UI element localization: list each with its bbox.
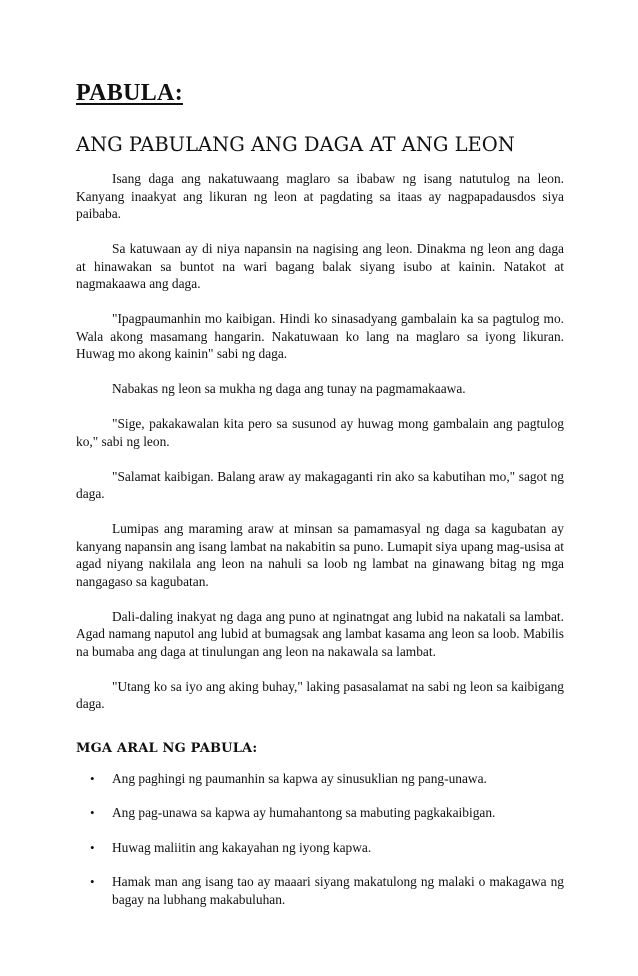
document-page — [76, 80, 564, 925]
lesson-item — [76, 873, 564, 908]
lesson-item — [76, 804, 564, 822]
story-paragraph: "Utang ko sa iyo ang aking buhay," laking pasasalamat na sabi ng leon sa kaibigang daga. — [76, 678, 564, 711]
story-paragraph: Isang daga ang nakatuwaang maglaro sa ibabaw ng isang natutulog na leon. Kanyang inaakyat ang likuran ng leon at pagdating sa itaas ay nagpapadausdos siya paibaba. — [76, 171, 564, 221]
lessons-heading: MGA ARAL NG PABULA: — [76, 740, 258, 756]
story-body — [76, 170, 564, 713]
story-paragraph: Lumipas ang maraming araw at minsan sa pamamasyal ng daga sa kagubatan ay kanyang napansin ang isang lambat na nakabitin sa puno. Lumapit siya upang mag-usisa at agad niyang nakilala ang leon na nahuli sa loob ng lambat na ginawang bitag ng mga nangagaso sa kagubatan. — [76, 521, 564, 589]
document-label: PABULA: — [76, 80, 183, 106]
story-title: ANG PABULANG ANG DAGA AT ANG LEON — [76, 133, 515, 156]
story-paragraph: Sa katuwaan ay di niya napansin na nagising ang leon. Dinakma ng leon ang daga at hinawakan sa buntot na wari bagang balak siyang isubo at kainin. Natakot at nagmakaawa ang daga. — [76, 241, 564, 291]
bullet-icon: • — [90, 874, 95, 889]
bullet-icon: • — [90, 839, 95, 855]
lesson-text: Ang pag-unawa sa kapwa ay humahantong sa mabuting pagkakaibigan. — [112, 805, 496, 820]
lesson-text: Hamak man ang isang tao ay maaari siyang makatulong ng malaki o makagawa ng bagay na lubhang makabuluhan. — [112, 874, 564, 907]
story-paragraph: Nabakas ng leon sa mukha ng daga ang tunay na pagmamakaawa. — [112, 381, 466, 396]
bullet-icon: • — [90, 770, 95, 786]
story-paragraph: Dali-daling inakyat ng daga ang puno at nginatngat ang lubid na nakatali sa lambat. Agad namang naputol ang lubid at bumagsak ang lambat kasama ang leon sa loob. Mabilis na bumaba ang daga at tinulungan ang leon na nakawala sa lambat. — [76, 608, 564, 659]
lesson-text: Huwag maliitin ang kakayahan ng iyong kapwa. — [112, 839, 372, 855]
lessons-list — [76, 770, 564, 909]
story-paragraph: "Salamat kaibigan. Balang araw ay makagaganti rin ako sa kabutihan mo," sagot ng daga. — [76, 468, 564, 501]
bullet-icon: • — [90, 805, 95, 820]
lesson-text: Ang paghingi ng paumanhin sa kapwa ay sinusuklian ng pang-unawa. — [112, 770, 487, 786]
story-paragraph: "Ipagpaumanhin mo kaibigan. Hindi ko sinasadyang gambalain ka sa pagtulog mo. Wala akong masamang hangarin. Nakatuwaan ko lang na maglaro sa iyong likuran. Huwag mo akong kainin" sabi ng daga. — [76, 311, 564, 361]
lesson-item — [76, 839, 564, 857]
story-paragraph: "Sige, pakakawalan kita pero sa susunod ay huwag mong gambalain ang pagtulog ko," sabi ng leon. — [76, 416, 564, 449]
lesson-item — [76, 770, 564, 788]
